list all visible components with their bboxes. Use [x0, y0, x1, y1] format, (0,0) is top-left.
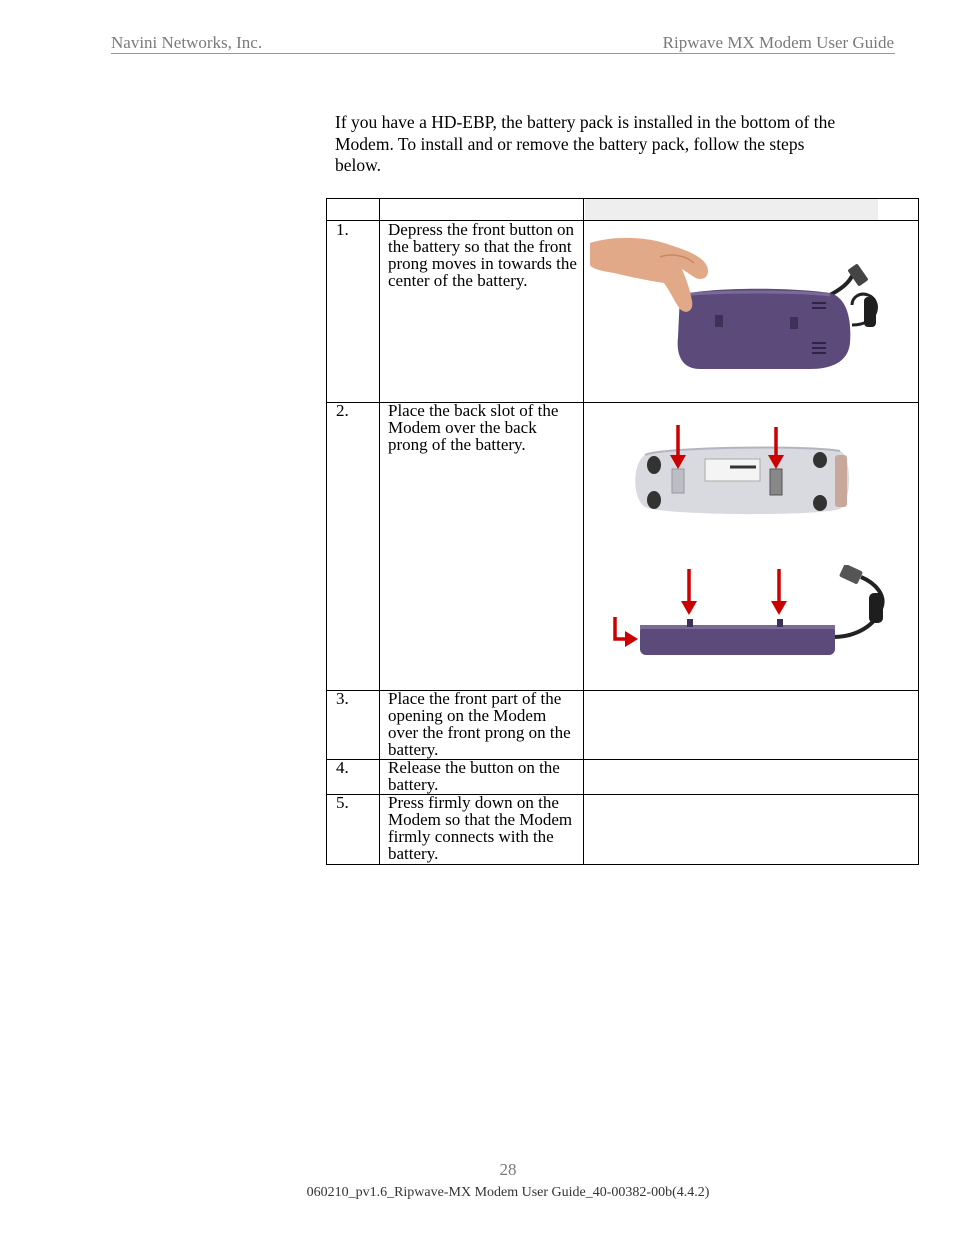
table-col-divider: [583, 198, 584, 865]
page-number: 28: [499, 1160, 517, 1179]
rubber-foot: [813, 452, 827, 468]
table-border-right: [918, 198, 919, 865]
battery-prong: [790, 317, 798, 329]
red-arrow-head: [681, 601, 697, 615]
battery-prong: [687, 619, 693, 627]
header-company: Navini Networks, Inc.: [111, 33, 263, 52]
battery-prong: [777, 619, 783, 627]
battery-side-top: [640, 625, 835, 629]
intro-paragraph: If you have a HD-EBP, the battery pack is installed in the bottom of the Modem. To install and or remove the battery pack, follow the steps below.: [335, 112, 836, 175]
step-number: 1.: [336, 220, 349, 239]
step-text: Press firmly down on the Modem so that the Modem firmly connects with the battery.: [388, 793, 573, 863]
step-text: Place the back slot of the Modem over the back prong of the battery.: [388, 401, 559, 454]
step-number: 3.: [336, 689, 349, 708]
battery-press-photo: [590, 225, 890, 375]
red-bent-arrow-head: [625, 631, 638, 647]
rubber-foot: [647, 491, 661, 509]
ferrite-bead: [864, 297, 876, 327]
battery-side-body: [640, 625, 835, 655]
header-rule: [111, 53, 895, 54]
modem-side-cap: [835, 455, 847, 507]
header-guide-title: Ripwave MX Modem User Guide: [662, 33, 894, 52]
table-border-left: [326, 198, 327, 865]
hand: [590, 238, 708, 312]
cord-plug: [839, 565, 863, 585]
table-col-divider: [379, 198, 380, 865]
step-text: Depress the front button on the battery so that the front prong moves in towards the center of the battery.: [388, 220, 577, 290]
table-header-shading: [585, 199, 878, 220]
rubber-foot: [647, 456, 661, 474]
step-number: 2.: [336, 401, 349, 420]
modem-front-slot: [770, 469, 782, 495]
modem-bottom-photo: [630, 425, 855, 525]
ferrite-bead: [869, 593, 883, 623]
modem-back-slot: [672, 469, 684, 493]
footer-doc-id: 060210_pv1.6_Ripwave-MX Modem User Guide_40-00382-00b(4.4.2): [306, 1185, 710, 1200]
red-arrow-head: [771, 601, 787, 615]
step-text: Release the button on the battery.: [388, 758, 560, 794]
battery-prong: [715, 315, 723, 327]
modem-label-sticker: [705, 459, 760, 481]
step-number: 4.: [336, 758, 349, 777]
table-border-top: [326, 198, 919, 199]
step-text: Place the front part of the opening on the Modem over the front prong on the battery.: [388, 689, 571, 759]
rubber-foot: [813, 495, 827, 511]
battery-body: [678, 289, 851, 369]
step-number: 5.: [336, 793, 349, 812]
table-border-bottom: [326, 864, 919, 865]
battery-side-photo: [605, 565, 895, 660]
